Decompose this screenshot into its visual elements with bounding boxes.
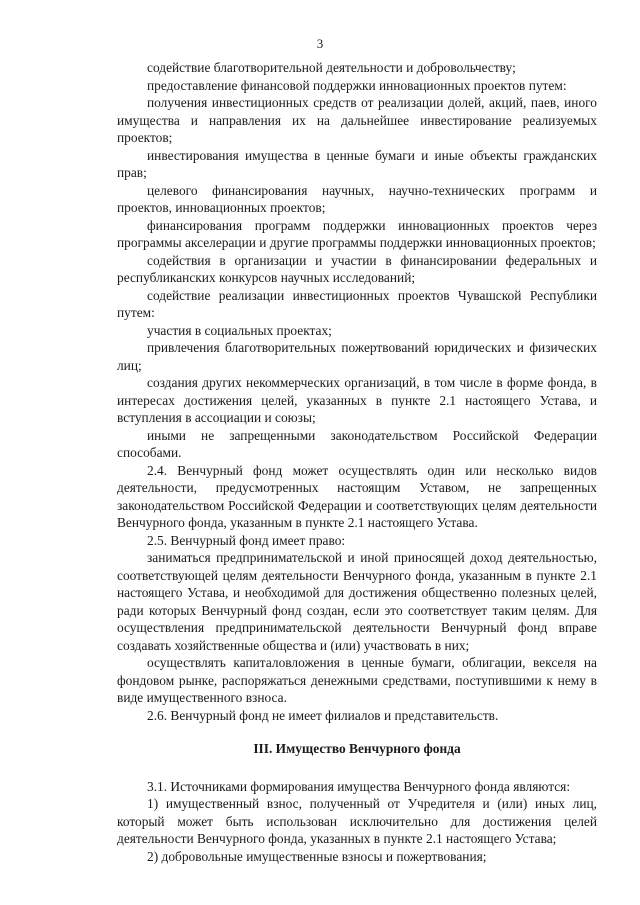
paragraph: предоставление финансовой поддержки инновационных проектов путем: xyxy=(147,77,567,93)
paragraph: получения инвестиционных средств от реализации долей, акций, паев, иного имущества и направления их на дальнейшее инвестирование реализуемых проектов; xyxy=(117,95,597,145)
paragraph: иными не запрещенными законодательством Российской Федерации способами. xyxy=(117,427,597,460)
document-body xyxy=(117,59,597,865)
paragraph: 2.5. Венчурный фонд имеет право: xyxy=(147,532,346,548)
paragraph: содействие реализации инвестиционных проектов Чувашской Республики путем: xyxy=(117,287,597,320)
paragraph: инвестирования имущества в ценные бумаги и иные объекты гражданских прав; xyxy=(117,147,597,180)
paragraph: привлечения благотворительных пожертвований юридических и физических лиц; xyxy=(117,340,597,373)
paragraph: 3.1. Источниками формирования имущества Венчурного фонда являются: xyxy=(147,778,571,794)
paragraph: осуществлять капиталовложения в ценные бумаги, облигации, векселя на фондовом рынке, распоряжаться денежными средствами, поступившими к нему в виде имущественного взноса. xyxy=(117,655,597,705)
paragraph: 2.6. Венчурный фонд не имеет филиалов и представительств. xyxy=(147,707,499,723)
paragraph: финансирования программ поддержки инновационных проектов через программы акселерации и другие программы поддержки инновационных проектов; xyxy=(117,217,597,250)
section-title: III. Имущество Венчурного фонда xyxy=(253,741,461,756)
paragraph: участия в социальных проектах; xyxy=(147,322,332,338)
paragraph: 1) имущественный взнос, полученный от Учредителя и (или) иных лиц, который может быть использован исключительно для достижения целей деятельности Венчурного фонда, указанных в пункте 2.1 настоящего Устава; xyxy=(117,796,597,846)
page-number: 3 xyxy=(316,36,324,51)
paragraph: заниматься предпринимательской и иной приносящей доход деятельностью, соответствующей целям деятельности Венчурного фонда, указанным в пункте 2.1 настоящего Устава, и необходимой для достижения общественно полезных целей, ради которых Венчурный фонд создан, если это соответствует таким целям. Для осуществления предпринимательской деятельности Венчурный фонд вправе создавать хозяйственные общества и (или) участвовать в них; xyxy=(117,550,597,653)
paragraph: 2.4. Венчурный фонд может осуществлять один или несколько видов деятельности, предусмотренных настоящим Уставом, не запрещенных законодательством Российской Федерации и соответствующих целям деятельности Венчурного фонда, указанным в пункте 2.1 настоящего Устава. xyxy=(117,462,597,530)
paragraph: 2) добровольные имущественные взносы и пожертвования; xyxy=(147,848,487,864)
paragraph: содействие благотворительной деятельности и добровольчеству; xyxy=(147,60,516,75)
paragraph: целевого финансирования научных, научно-технических программ и проектов, инновационных проектов; xyxy=(117,182,597,215)
paragraph: создания других некоммерческих организаций, в том числе в форме фонда, в интересах достижения целей, указанных в пункте 2.1 настоящего Устава, и вступления в ассоциации и союзы; xyxy=(117,375,597,425)
paragraph: содействия в организации и участии в финансировании федеральных и республиканских конкурсов научных исследований; xyxy=(117,252,597,285)
